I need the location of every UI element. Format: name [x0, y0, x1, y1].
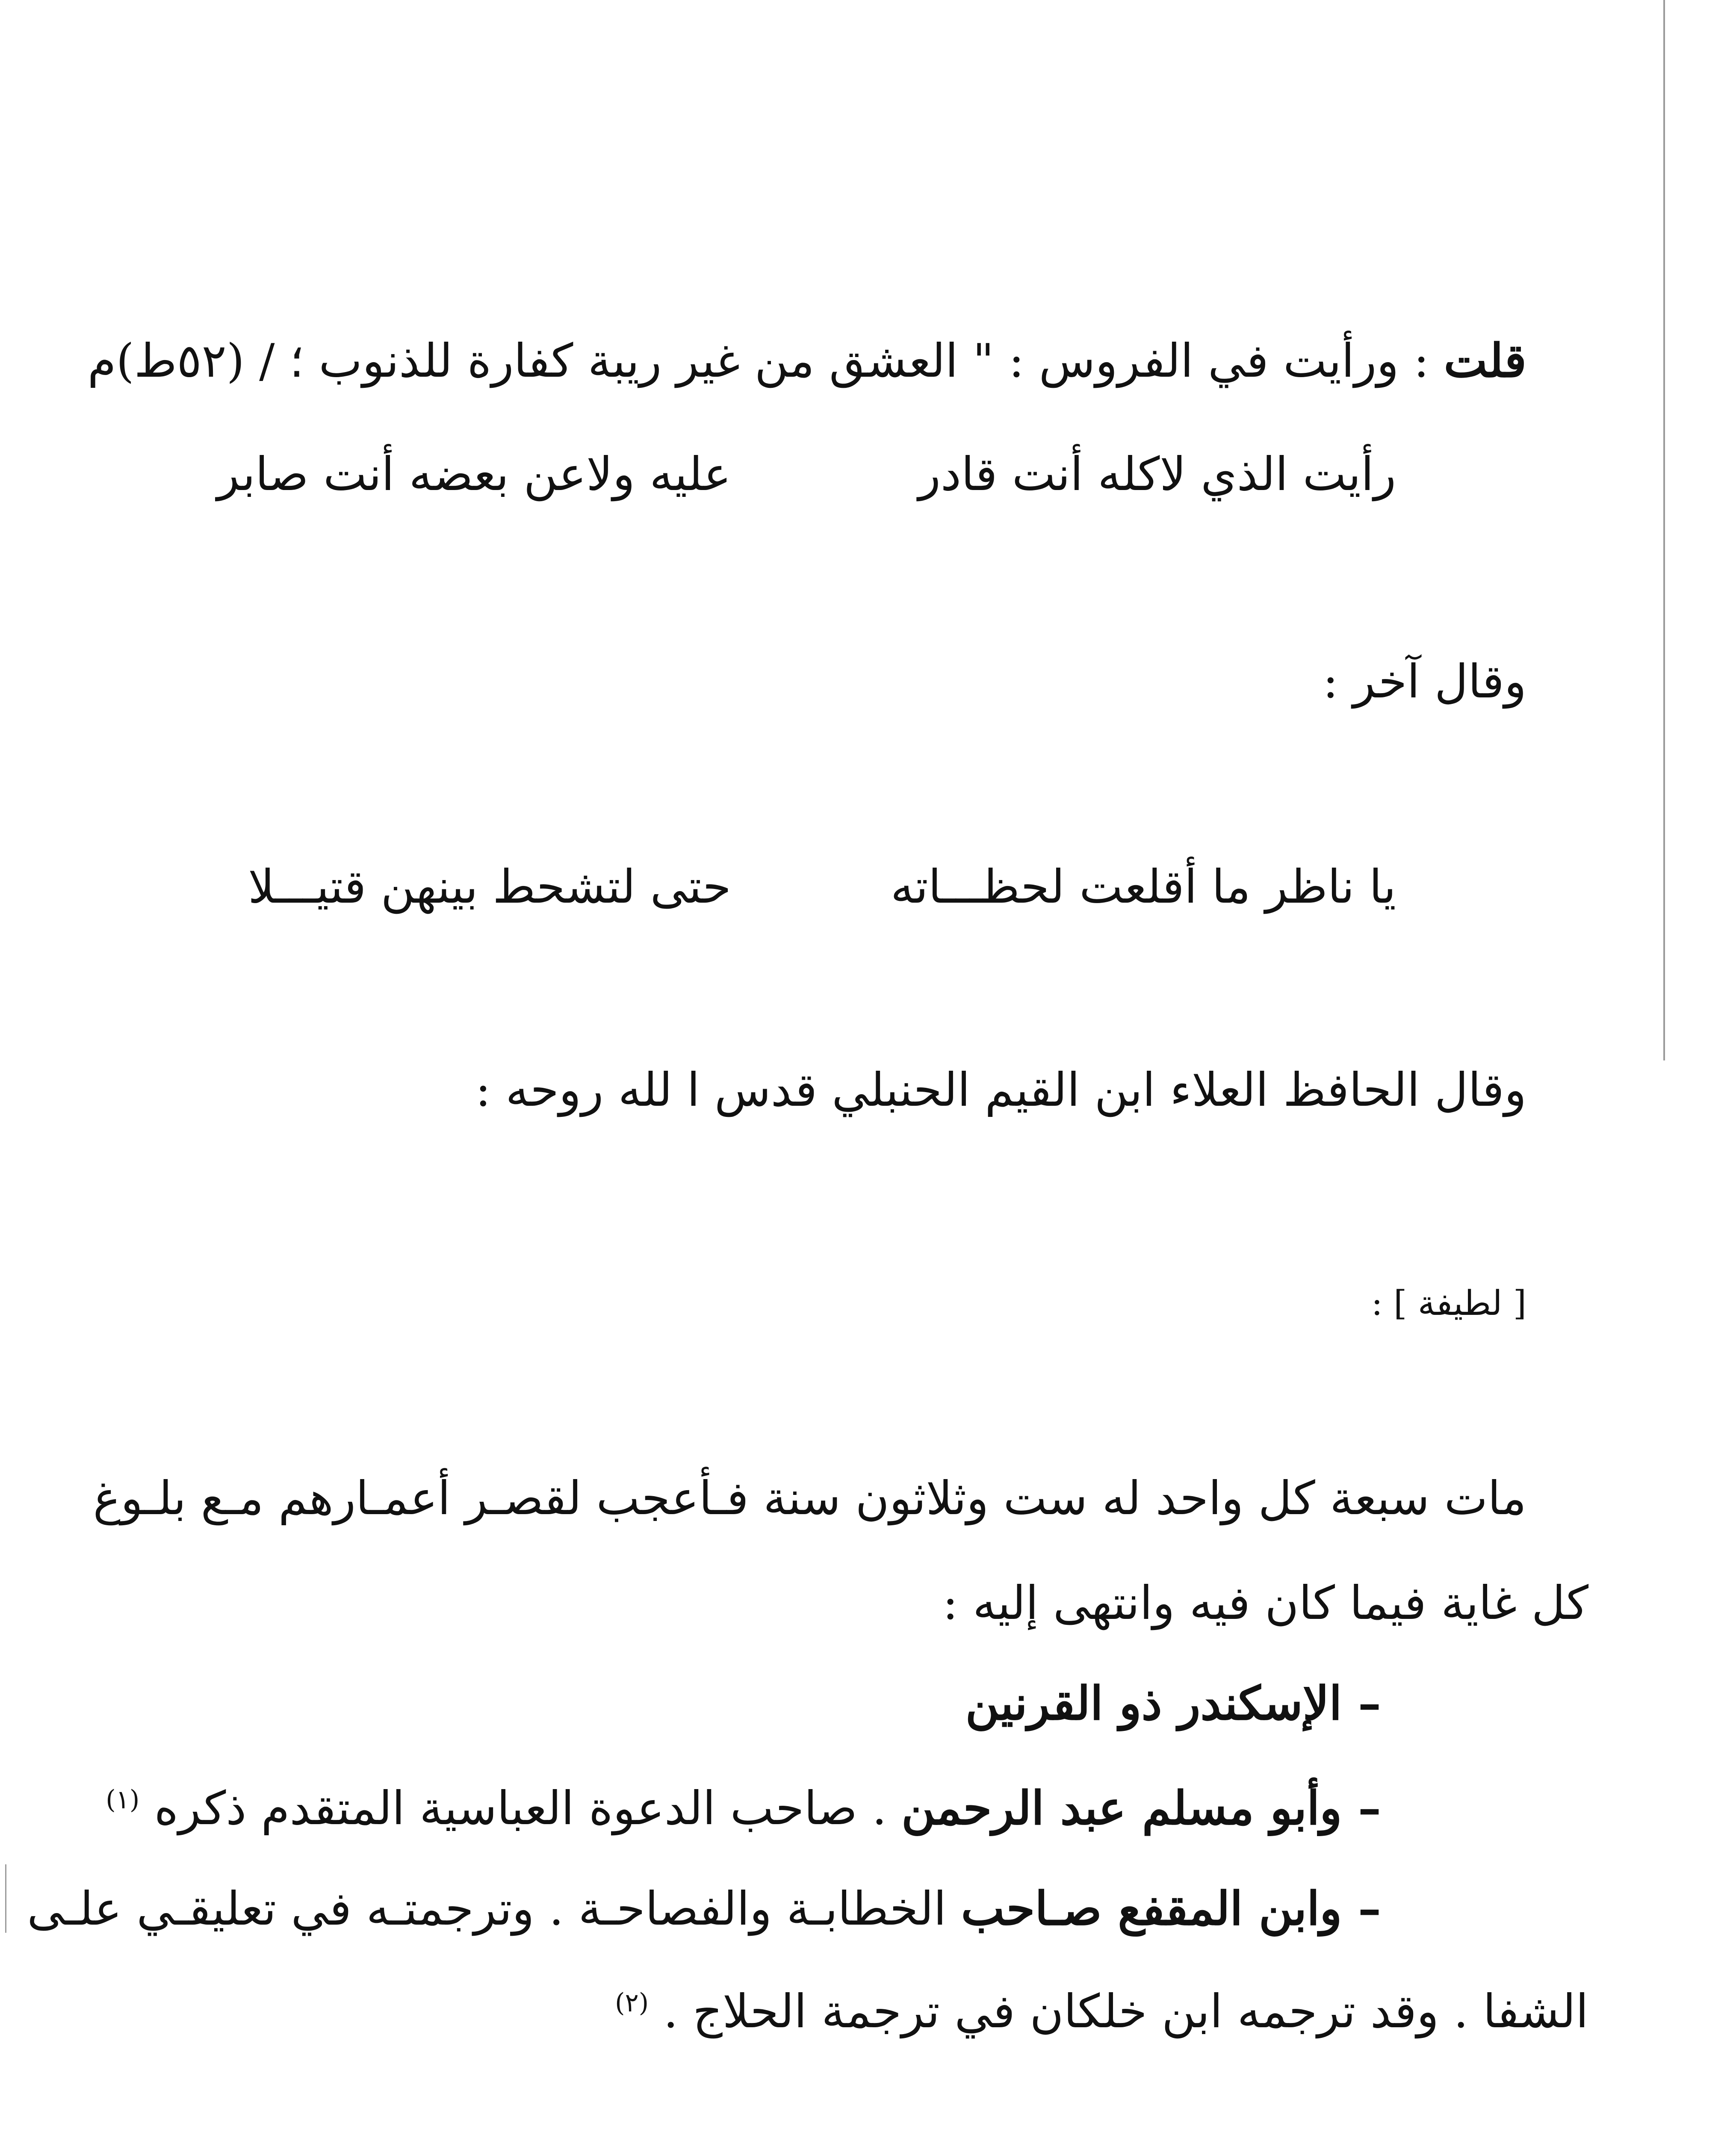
body-line-1	[88, 334, 1526, 389]
body-line-12	[615, 1984, 1588, 2040]
lateefa-text: [ لطيفة ] :	[1371, 1283, 1526, 1323]
line-3-text: وقال آخر :	[1323, 655, 1526, 709]
verse-2-right	[891, 859, 1396, 915]
body-line-5	[475, 1063, 1526, 1118]
verse-2-right-text: يا ناظر ما أقلعت لحظـــاته	[890, 860, 1396, 914]
line-7-text: مات سبعة كل واحد له ست وثلاثون سنة فـأعجب لقصـر أعمـارهم مـع بلـوغ	[93, 1472, 1526, 1525]
verse-1-left-text: عليه ولاعن بعضه أنت صابر	[217, 448, 731, 501]
verse-1-right-text: رأيت الذي لاكله أنت قادر	[918, 448, 1396, 501]
left-margin-line-mid	[5, 1864, 6, 1933]
verse-1-right	[918, 447, 1396, 502]
line-9-text: – الإسكندر ذو القرنين	[965, 1677, 1381, 1730]
line-10-text: . صاحب الدعوة العباسية المتقدم ذكره	[139, 1782, 902, 1835]
body-line-9	[965, 1676, 1381, 1732]
line-5-text: وقال الحافظ العلاء ابن القيم الحنبلي قدس ا لله روحه :	[475, 1063, 1526, 1117]
body-line-11	[27, 1881, 1381, 1937]
line-11-text: الخطابـة والفصاحـة . وترجمتـه في تعليقـي علـى	[27, 1882, 961, 1936]
verse-1-left	[217, 447, 731, 502]
right-margin-line	[1663, 0, 1665, 1060]
body-line-8	[942, 1576, 1588, 1631]
footnote-ref-1[interactable]: (١)	[106, 1785, 140, 1815]
body-line-7	[93, 1471, 1526, 1527]
line-8-text: كل غاية فيما كان فيه وانتهى إليه :	[942, 1577, 1588, 1630]
line-10-bold: – وأبو مسلم عبد الرحمن	[901, 1781, 1381, 1835]
verse-2-left	[248, 859, 731, 915]
line-11-bold: – وابن المقفع صـاحب	[961, 1882, 1381, 1936]
word-qult: قلت	[1444, 334, 1526, 388]
body-line-3	[1323, 654, 1526, 710]
body-line-10	[106, 1781, 1381, 1837]
lateefa-heading	[1371, 1283, 1526, 1324]
line-1-text: : ورأيت في الفروس : " العشق من غير ريبة كفارة للذنوب ؛ / (٥٢ط)م	[87, 334, 1444, 388]
footnote-ref-2[interactable]: (٢)	[615, 1988, 649, 2018]
verse-2-left-text: حتى لتشحط بينهن قتيـــلا	[248, 860, 731, 914]
line-12-text: الشفا . وقد ترجمه ابن خلكان في ترجمة الحلاج .	[649, 1985, 1588, 2038]
